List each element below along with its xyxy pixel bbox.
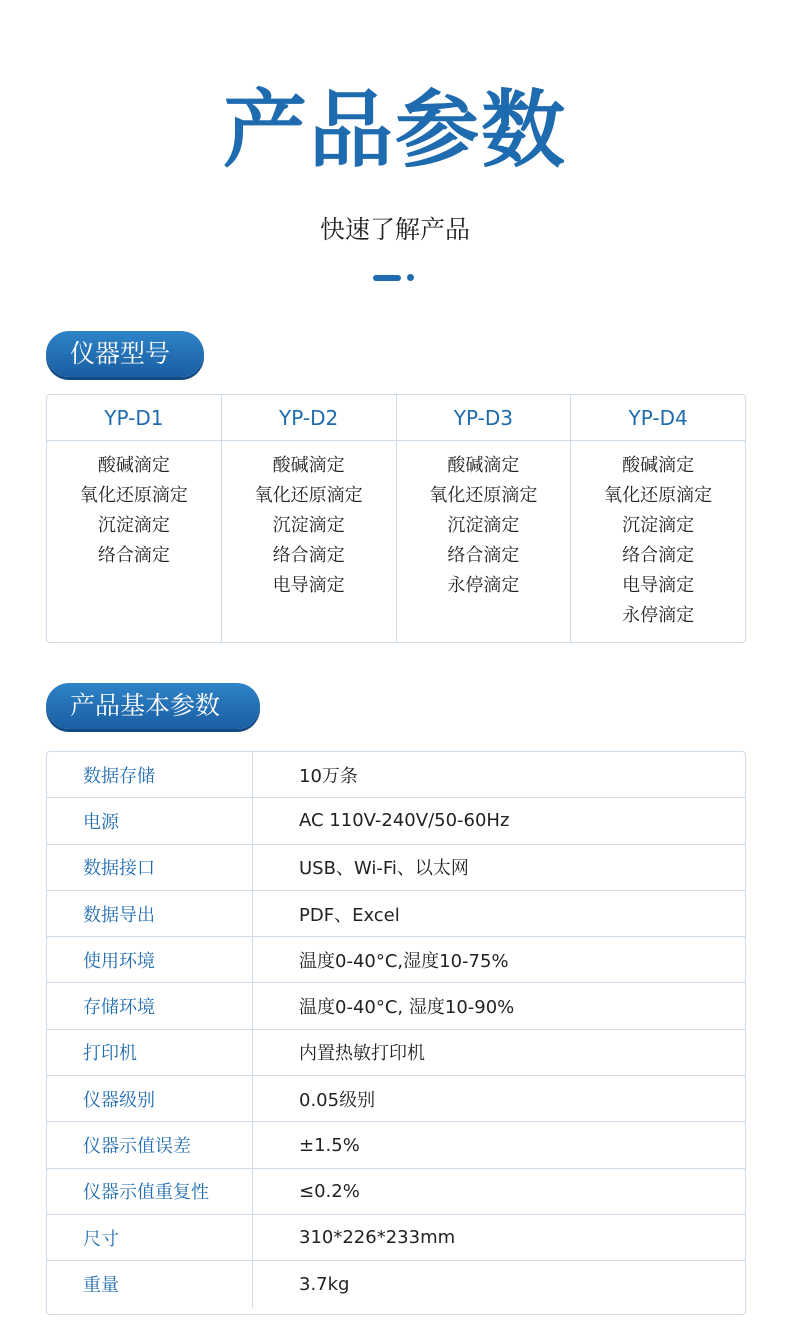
model-column-yp-d2 [222,395,397,642]
param-value: AC 110V-240V/50-60Hz [299,810,510,832]
model-function-list [222,441,396,601]
param-label: 数据接口 [47,845,253,890]
param-value: 内置热敏打印机 [299,1043,425,1065]
model-function: 络合滴定 [447,545,520,566]
param-value: USB、Wi-Fi、以太网 [299,858,469,880]
model-function-list [47,441,221,571]
param-value: 温度0-40°C,湿度10-75% [299,950,509,972]
param-label: 仪器示值误差 [47,1122,253,1167]
model-column-yp-d4 [571,395,745,642]
title-accent-dot [407,274,414,281]
model-function: 沉淀滴定 [447,515,520,536]
param-label: 尺寸 [47,1215,253,1260]
page-subtitle: 快速了解产品 [319,215,470,244]
model-column-yp-d3 [397,395,572,642]
model-function: 酸碱滴定 [97,455,170,476]
model-function: 沉淀滴定 [272,515,345,536]
page-title: 产品参数 [222,81,567,179]
params-section-label: 产品基本参数 [46,683,260,729]
model-function-list [397,441,571,601]
param-row [47,1122,745,1168]
param-label: 重量 [47,1261,253,1307]
param-label: 使用环境 [47,937,253,982]
model-function: 络合滴定 [97,545,170,566]
model-function: 电导滴定 [622,575,695,596]
param-label: 电源 [47,798,253,843]
param-value: 10万条 [299,765,358,787]
param-label: 存储环境 [47,983,253,1028]
model-function: 酸碱滴定 [622,455,695,476]
param-row [47,983,745,1029]
param-label: 仪器级别 [47,1076,253,1121]
model-function: 永停滴定 [622,605,695,626]
model-function: 氧化还原滴定 [79,485,188,506]
model-function: 沉淀滴定 [97,515,170,536]
model-name: YP-D4 [571,395,745,441]
model-function-list [571,441,745,631]
model-function: 氧化还原滴定 [254,485,363,506]
param-label: 打印机 [47,1030,253,1075]
param-label: 数据导出 [47,891,253,936]
param-row [47,1169,745,1215]
title-accent-bar [373,275,401,281]
param-value: 温度0-40°C, 湿度10-90% [299,997,515,1019]
param-value: ≤0.2% [299,1180,360,1202]
param-row [47,1215,745,1261]
param-value: PDF、Excel [299,904,400,926]
param-row [47,1030,745,1076]
param-row [47,845,745,891]
models-section-label: 仪器型号 [46,331,204,377]
param-label: 数据存储 [47,752,253,797]
param-row [47,1261,745,1307]
param-row [47,1076,745,1122]
model-function: 电导滴定 [272,575,345,596]
param-row [47,891,745,937]
model-function: 酸碱滴定 [272,455,345,476]
models-table [46,394,746,643]
model-column-yp-d1 [47,395,222,642]
param-row [47,752,745,798]
model-function: 络合滴定 [272,545,345,566]
model-function: 沉淀滴定 [622,515,695,536]
model-function: 酸碱滴定 [447,455,520,476]
model-name: YP-D2 [222,395,396,441]
model-function: 氧化还原滴定 [429,485,538,506]
params-table [46,751,746,1315]
model-function: 氧化还原滴定 [604,485,713,506]
model-function: 永停滴定 [447,575,520,596]
param-value: 0.05级别 [299,1089,376,1111]
param-value: ±1.5% [299,1134,360,1156]
model-function: 络合滴定 [622,545,695,566]
param-label: 仪器示值重复性 [47,1169,253,1214]
param-row [47,798,745,844]
model-name: YP-D1 [47,395,221,441]
param-value: 3.7kg [299,1273,350,1295]
param-row [47,937,745,983]
model-name: YP-D3 [397,395,571,441]
param-value: 310*226*233mm [299,1227,456,1249]
